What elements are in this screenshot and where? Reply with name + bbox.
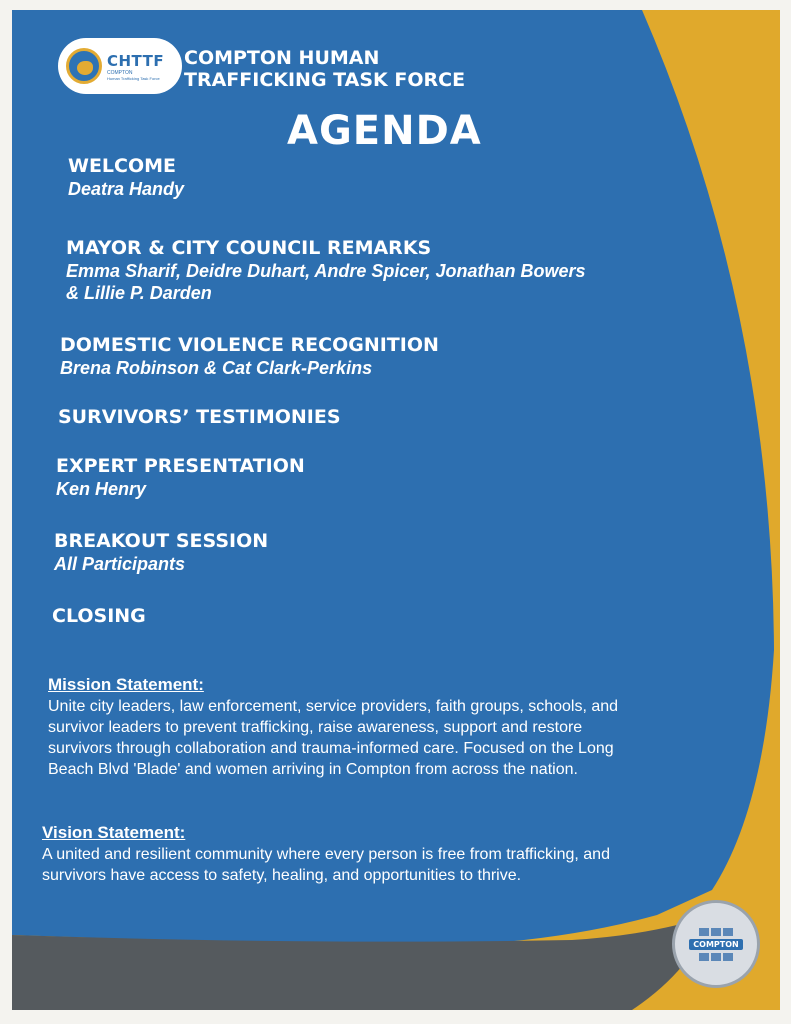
agenda-title: AGENDA (287, 108, 482, 154)
agenda-heading: WELCOME (68, 155, 177, 177)
agenda-heading: CLOSING (52, 605, 146, 627)
agenda-speaker: Deatra Handy (68, 179, 185, 199)
agenda-speaker: & Lillie P. Darden (66, 283, 212, 303)
mission-statement (48, 674, 758, 780)
agenda-heading: DOMESTIC VIOLENCE RECOGNITION (60, 334, 439, 356)
mission-statement-line: survivor leaders to prevent trafficking, raise awareness, support and restore (48, 719, 583, 736)
vision-statement-line: survivors have access to safety, healing, and opportunities to thrive. (42, 867, 522, 884)
agenda-heading: SURVIVORS’ TESTIMONIES (58, 406, 341, 428)
organization-line-1: COMPTON HUMAN (184, 47, 380, 69)
organization-name (184, 47, 465, 91)
agenda-speaker: Brena Robinson & Cat Clark-Perkins (60, 358, 373, 378)
organization-line-2: TRAFFICKING TASK FORCE (184, 69, 466, 91)
agenda-speaker: All Participants (54, 554, 186, 574)
agenda-item-welcome (68, 154, 184, 200)
mission-statement-line: Beach Blvd 'Blade' and women arriving in Compton from across the nation. (48, 761, 578, 778)
mission-statement-title: Mission Statement: (48, 675, 204, 694)
agenda-speaker: Emma Sharif, Deidre Duhart, Andre Spicer, Jonathan Bowers (66, 261, 586, 281)
agenda-item-breakout-session (54, 529, 268, 575)
agenda-item-closing (52, 604, 146, 628)
agenda-item-council-remarks (66, 236, 585, 304)
vision-statement (42, 822, 762, 886)
chttf-logo (58, 38, 182, 94)
agenda-heading: MAYOR & CITY COUNCIL REMARKS (66, 237, 432, 259)
agenda-heading: EXPERT PRESENTATION (56, 455, 305, 477)
agenda-item-dv-recognition (60, 333, 439, 379)
mission-statement-line: Unite city leaders, law enforcement, service providers, faith groups, schools, and (48, 698, 619, 715)
logo-mark-icon (66, 48, 102, 84)
agenda-heading: BREAKOUT SESSION (54, 530, 269, 552)
vision-statement-line: A united and resilient community where every person is free from trafficking, and (42, 846, 610, 863)
agenda-flyer (12, 10, 780, 1010)
vision-statement-title: Vision Statement: (42, 823, 186, 842)
seal-label: COMPTON (689, 939, 742, 950)
agenda-item-expert-presentation (56, 454, 305, 500)
logo-tagline: Human Trafficking Task Force (107, 75, 160, 81)
agenda-speaker: Ken Henry (56, 479, 147, 499)
agenda-item-survivor-testimonies (58, 405, 341, 429)
mission-statement-line: survivors through collaboration and trauma-informed care. Focused on the Long (48, 740, 614, 757)
logo-city: COMPTON (107, 69, 133, 76)
compton-city-seal (672, 900, 760, 988)
logo-abbreviation: CHTTF (107, 51, 165, 70)
